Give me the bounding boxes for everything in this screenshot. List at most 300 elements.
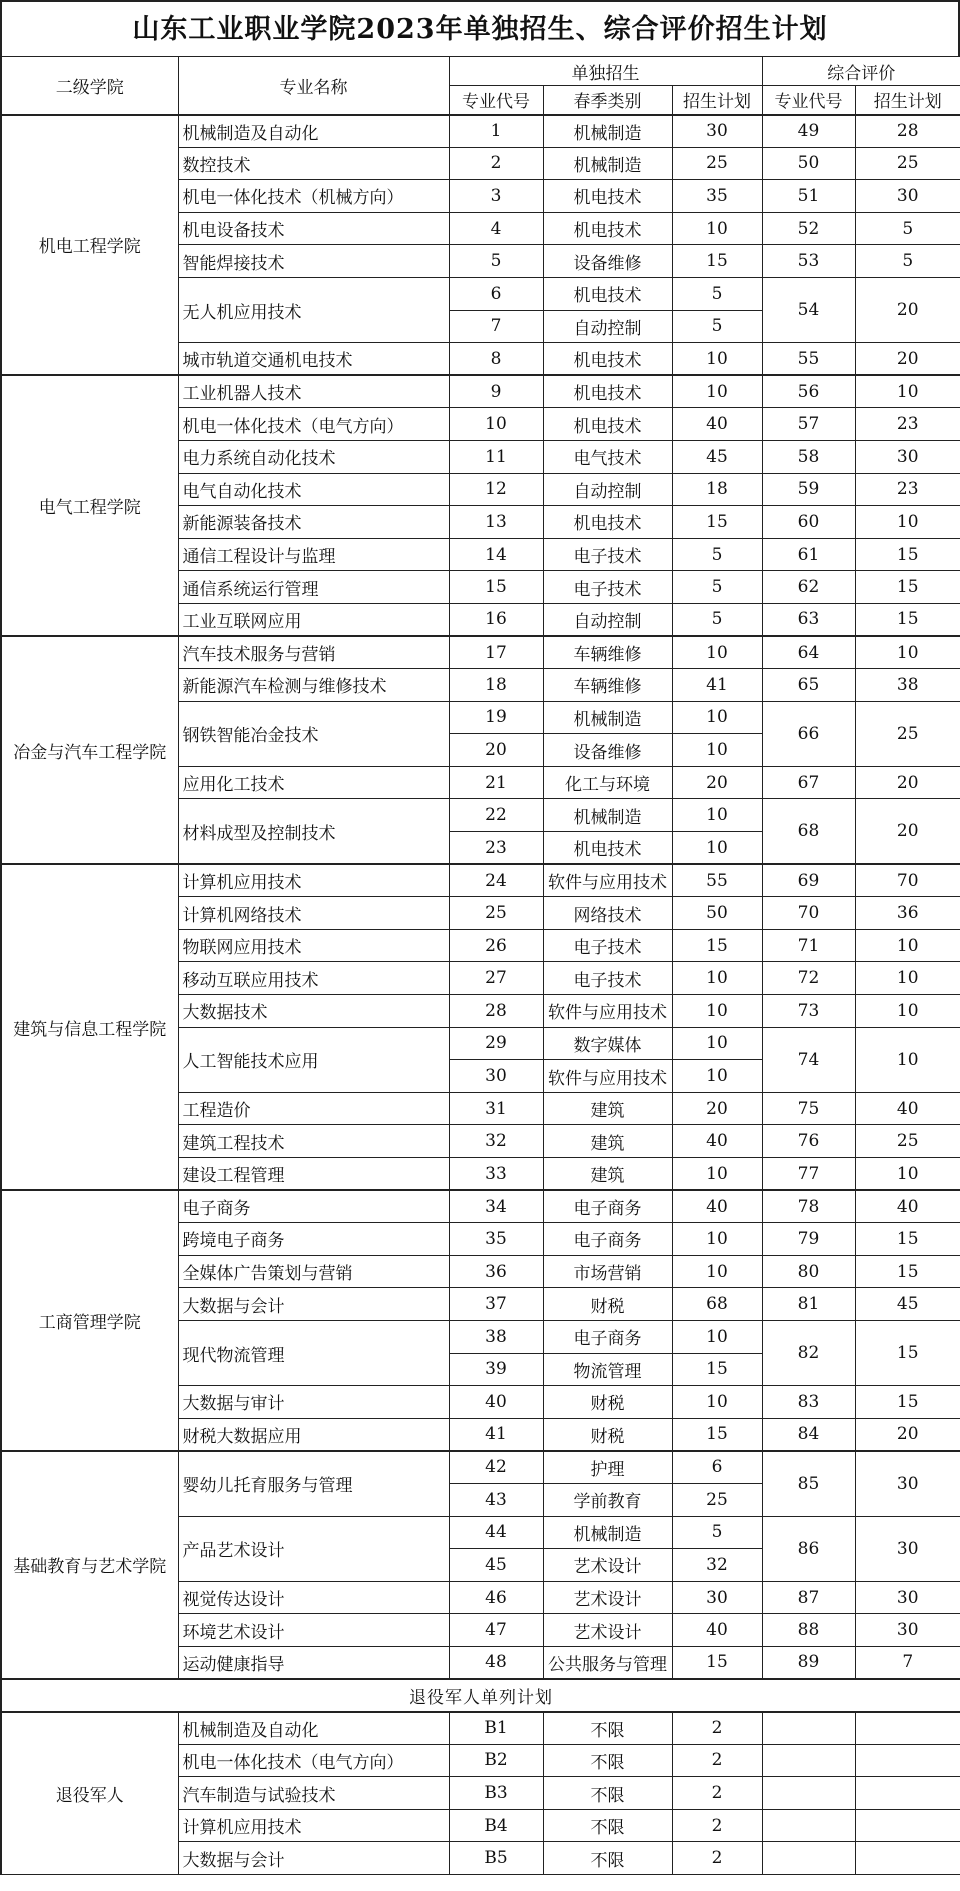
- single-plan-cell: 10: [672, 375, 762, 408]
- spring-category-cell: 艺术设计: [543, 1614, 672, 1647]
- single-code-cell: 37: [449, 1288, 543, 1321]
- single-plan-cell: 10: [672, 799, 762, 832]
- spring-category-cell: 数字媒体: [543, 1027, 672, 1060]
- comp-code-cell: 75: [762, 1092, 855, 1125]
- comp-code-cell: 53: [762, 245, 855, 278]
- spring-category-cell: 市场营销: [543, 1255, 672, 1288]
- single-code-cell: 41: [449, 1418, 543, 1451]
- empty-cell: [762, 1777, 855, 1810]
- major-name-cell: 大数据与审计: [178, 1386, 449, 1419]
- table-body: [1, 115, 960, 1875]
- single-code-cell: 30: [449, 1060, 543, 1093]
- single-code-cell: 48: [449, 1646, 543, 1679]
- single-code-cell: 36: [449, 1255, 543, 1288]
- major-name-cell: 电子商务: [178, 1190, 449, 1223]
- comp-plan-cell: 10: [855, 506, 960, 539]
- spring-category-cell: 不限: [543, 1744, 672, 1777]
- single-plan-cell: 2: [672, 1744, 762, 1777]
- empty-cell: [855, 1777, 960, 1810]
- enrollment-plan-table: [0, 56, 960, 1875]
- spring-category-cell: 电子商务: [543, 1223, 672, 1256]
- single-code-cell: 20: [449, 734, 543, 767]
- single-code-cell: 45: [449, 1549, 543, 1582]
- spring-category-cell: 电子商务: [543, 1190, 672, 1223]
- comp-plan-cell: 45: [855, 1288, 960, 1321]
- empty-cell: [855, 1842, 960, 1875]
- college-cell: 电气工程学院: [1, 375, 178, 636]
- spring-category-cell: 财税: [543, 1386, 672, 1419]
- major-name-cell: 机电设备技术: [178, 212, 449, 245]
- comp-plan-cell: 10: [855, 375, 960, 408]
- single-plan-cell: 15: [672, 1418, 762, 1451]
- comp-code-cell: 60: [762, 506, 855, 539]
- comp-plan-cell: 15: [855, 603, 960, 636]
- comp-plan-cell: 40: [855, 1092, 960, 1125]
- single-code-cell: 44: [449, 1516, 543, 1549]
- comp-plan-cell: 15: [855, 1320, 960, 1385]
- major-name-cell: 移动互联应用技术: [178, 962, 449, 995]
- single-code-cell: 9: [449, 375, 543, 408]
- single-plan-cell: 35: [672, 180, 762, 213]
- comp-plan-cell: 30: [855, 1451, 960, 1516]
- single-code-cell: 13: [449, 506, 543, 539]
- comp-plan-cell: 5: [855, 245, 960, 278]
- comp-code-cell: 59: [762, 473, 855, 506]
- comp-code-cell: 87: [762, 1581, 855, 1614]
- single-code-cell: 21: [449, 766, 543, 799]
- major-name-cell: 建设工程管理: [178, 1158, 449, 1191]
- single-plan-cell: 2: [672, 1777, 762, 1810]
- single-plan-cell: 10: [672, 1386, 762, 1419]
- major-name-cell: 机电一体化技术（电气方向）: [178, 1744, 449, 1777]
- major-name-cell: 汽车制造与试验技术: [178, 1777, 449, 1810]
- table-row: [1, 864, 960, 897]
- comp-code-cell: 73: [762, 995, 855, 1028]
- spring-category-cell: 电子技术: [543, 571, 672, 604]
- college-cell: 机电工程学院: [1, 115, 178, 376]
- spring-category-cell: 建筑: [543, 1158, 672, 1191]
- major-name-cell: 大数据技术: [178, 995, 449, 1028]
- single-plan-cell: 5: [672, 1516, 762, 1549]
- single-plan-cell: 5: [672, 277, 762, 310]
- spring-category-cell: 护理: [543, 1451, 672, 1484]
- comp-plan-cell: 15: [855, 571, 960, 604]
- comp-plan-cell: 10: [855, 929, 960, 962]
- major-name-cell: 大数据与会计: [178, 1288, 449, 1321]
- single-plan-cell: 10: [672, 636, 762, 669]
- spring-category-cell: 机电技术: [543, 277, 672, 310]
- single-code-cell: 31: [449, 1092, 543, 1125]
- spring-category-cell: 机电技术: [543, 375, 672, 408]
- table-row: [1, 1190, 960, 1223]
- comp-plan-cell: 10: [855, 1027, 960, 1092]
- comp-code-cell: 81: [762, 1288, 855, 1321]
- single-plan-cell: 15: [672, 245, 762, 278]
- single-plan-cell: 68: [672, 1288, 762, 1321]
- comp-code-cell: 79: [762, 1223, 855, 1256]
- spring-category-cell: 电子商务: [543, 1320, 672, 1353]
- comp-plan-cell: 30: [855, 1614, 960, 1647]
- single-code-cell: 7: [449, 310, 543, 343]
- single-code-cell: 29: [449, 1027, 543, 1060]
- comp-code-cell: 70: [762, 897, 855, 930]
- single-plan-cell: 10: [672, 962, 762, 995]
- comp-plan-cell: 10: [855, 636, 960, 669]
- single-code-cell: 5: [449, 245, 543, 278]
- single-plan-cell: 10: [672, 832, 762, 865]
- spring-category-cell: 自动控制: [543, 603, 672, 636]
- single-plan-cell: 20: [672, 766, 762, 799]
- comp-plan-cell: 25: [855, 701, 960, 766]
- single-code-cell: 26: [449, 929, 543, 962]
- single-plan-cell: 10: [672, 1060, 762, 1093]
- comp-plan-cell: 36: [855, 897, 960, 930]
- comp-plan-cell: 20: [855, 766, 960, 799]
- comp-plan-cell: 15: [855, 1255, 960, 1288]
- major-name-cell: 材料成型及控制技术: [178, 799, 449, 864]
- comp-code-cell: 56: [762, 375, 855, 408]
- comp-code-cell: 77: [762, 1158, 855, 1191]
- header-major: 专业名称: [178, 57, 449, 115]
- single-code-cell: 10: [449, 408, 543, 441]
- major-name-cell: 大数据与会计: [178, 1842, 449, 1875]
- comp-code-cell: 89: [762, 1646, 855, 1679]
- comp-code-cell: 58: [762, 440, 855, 473]
- comp-plan-cell: 20: [855, 1418, 960, 1451]
- single-code-cell: B5: [449, 1842, 543, 1875]
- single-plan-cell: 41: [672, 669, 762, 702]
- header-enrollment-plan: 招生计划: [672, 86, 762, 115]
- major-name-cell: 建筑工程技术: [178, 1125, 449, 1158]
- single-code-cell: 39: [449, 1353, 543, 1386]
- comp-plan-cell: 25: [855, 1125, 960, 1158]
- single-plan-cell: 15: [672, 1353, 762, 1386]
- comp-code-cell: 80: [762, 1255, 855, 1288]
- comp-plan-cell: 10: [855, 962, 960, 995]
- spring-category-cell: 机械制造: [543, 147, 672, 180]
- comp-code-cell: 71: [762, 929, 855, 962]
- comp-code-cell: 83: [762, 1386, 855, 1419]
- single-plan-cell: 40: [672, 1125, 762, 1158]
- comp-plan-cell: 20: [855, 277, 960, 342]
- single-plan-cell: 5: [672, 310, 762, 343]
- single-code-cell: 16: [449, 603, 543, 636]
- table-row: [1, 375, 960, 408]
- single-plan-cell: 6: [672, 1451, 762, 1484]
- spring-category-cell: 机械制造: [543, 115, 672, 148]
- single-plan-cell: 30: [672, 115, 762, 148]
- single-code-cell: 42: [449, 1451, 543, 1484]
- single-plan-cell: 10: [672, 1255, 762, 1288]
- single-plan-cell: 10: [672, 1158, 762, 1191]
- single-plan-cell: 2: [672, 1712, 762, 1745]
- single-plan-cell: 50: [672, 897, 762, 930]
- spring-category-cell: 电子技术: [543, 929, 672, 962]
- major-name-cell: 通信系统运行管理: [178, 571, 449, 604]
- spring-category-cell: 车辆维修: [543, 669, 672, 702]
- major-name-cell: 电力系统自动化技术: [178, 440, 449, 473]
- empty-cell: [762, 1712, 855, 1745]
- spring-category-cell: 建筑: [543, 1092, 672, 1125]
- comp-plan-cell: 38: [855, 669, 960, 702]
- comp-code-cell: 62: [762, 571, 855, 604]
- single-code-cell: 27: [449, 962, 543, 995]
- spring-category-cell: 机电技术: [543, 343, 672, 376]
- comp-code-cell: 72: [762, 962, 855, 995]
- comp-code-cell: 69: [762, 864, 855, 897]
- college-cell: 工商管理学院: [1, 1190, 178, 1451]
- header-major-code: 专业代号: [449, 86, 543, 115]
- comp-plan-cell: 23: [855, 473, 960, 506]
- empty-cell: [762, 1744, 855, 1777]
- single-code-cell: 15: [449, 571, 543, 604]
- table-row: [1, 1679, 960, 1712]
- major-name-cell: 新能源装备技术: [178, 506, 449, 539]
- major-name-cell: 新能源汽车检测与维修技术: [178, 669, 449, 702]
- empty-cell: [762, 1842, 855, 1875]
- single-code-cell: 32: [449, 1125, 543, 1158]
- comp-code-cell: 51: [762, 180, 855, 213]
- spring-category-cell: 机电技术: [543, 506, 672, 539]
- header-comp-major-code: 专业代号: [762, 86, 855, 115]
- table-row: [1, 636, 960, 669]
- table-header: [1, 57, 960, 115]
- comp-code-cell: 57: [762, 408, 855, 441]
- major-name-cell: 环境艺术设计: [178, 1614, 449, 1647]
- single-code-cell: 3: [449, 180, 543, 213]
- major-name-cell: 机电一体化技术（电气方向）: [178, 408, 449, 441]
- table-row: [1, 1451, 960, 1484]
- spring-category-cell: 电子技术: [543, 962, 672, 995]
- spring-category-cell: 艺术设计: [543, 1549, 672, 1582]
- spring-category-cell: 自动控制: [543, 310, 672, 343]
- header-college: 二级学院: [1, 57, 178, 115]
- single-plan-cell: 10: [672, 1027, 762, 1060]
- major-name-cell: 现代物流管理: [178, 1320, 449, 1385]
- single-code-cell: 2: [449, 147, 543, 180]
- single-plan-cell: 40: [672, 408, 762, 441]
- single-code-cell: 8: [449, 343, 543, 376]
- single-code-cell: 19: [449, 701, 543, 734]
- comp-plan-cell: 20: [855, 799, 960, 864]
- spring-category-cell: 机械制造: [543, 1516, 672, 1549]
- comp-plan-cell: 70: [855, 864, 960, 897]
- single-plan-cell: 30: [672, 1581, 762, 1614]
- single-code-cell: 33: [449, 1158, 543, 1191]
- single-plan-cell: 10: [672, 343, 762, 376]
- table-row: [1, 115, 960, 148]
- single-plan-cell: 18: [672, 473, 762, 506]
- major-name-cell: 物联网应用技术: [178, 929, 449, 962]
- single-plan-cell: 20: [672, 1092, 762, 1125]
- spring-category-cell: 不限: [543, 1777, 672, 1810]
- major-name-cell: 跨境电子商务: [178, 1223, 449, 1256]
- single-plan-cell: 10: [672, 995, 762, 1028]
- single-plan-cell: 5: [672, 603, 762, 636]
- single-plan-cell: 55: [672, 864, 762, 897]
- spring-category-cell: 财税: [543, 1418, 672, 1451]
- single-code-cell: 1: [449, 115, 543, 148]
- major-name-cell: 计算机网络技术: [178, 897, 449, 930]
- single-plan-cell: 10: [672, 212, 762, 245]
- comp-code-cell: 52: [762, 212, 855, 245]
- major-name-cell: 计算机应用技术: [178, 864, 449, 897]
- comp-plan-cell: 40: [855, 1190, 960, 1223]
- major-name-cell: 人工智能技术应用: [178, 1027, 449, 1092]
- spring-category-cell: 不限: [543, 1712, 672, 1745]
- comp-code-cell: 88: [762, 1614, 855, 1647]
- single-plan-cell: 2: [672, 1842, 762, 1875]
- spring-category-cell: 艺术设计: [543, 1581, 672, 1614]
- comp-plan-cell: 15: [855, 1223, 960, 1256]
- college-cell: 冶金与汽车工程学院: [1, 636, 178, 864]
- single-plan-cell: 2: [672, 1809, 762, 1842]
- single-plan-cell: 5: [672, 538, 762, 571]
- spring-category-cell: 公共服务与管理: [543, 1646, 672, 1679]
- single-plan-cell: 5: [672, 571, 762, 604]
- comp-plan-cell: 20: [855, 343, 960, 376]
- spring-category-cell: 机械制造: [543, 701, 672, 734]
- spring-category-cell: 自动控制: [543, 473, 672, 506]
- header-comp-enrollment-plan: 招生计划: [855, 86, 960, 115]
- spring-category-cell: 设备维修: [543, 245, 672, 278]
- header-spring-category: 春季类别: [543, 86, 672, 115]
- comp-code-cell: 76: [762, 1125, 855, 1158]
- comp-code-cell: 68: [762, 799, 855, 864]
- table-row: [1, 1712, 960, 1745]
- comp-plan-cell: 23: [855, 408, 960, 441]
- major-name-cell: 运动健康指导: [178, 1646, 449, 1679]
- major-name-cell: 工程造价: [178, 1092, 449, 1125]
- single-plan-cell: 45: [672, 440, 762, 473]
- major-name-cell: 婴幼儿托育服务与管理: [178, 1451, 449, 1516]
- major-name-cell: 钢铁智能冶金技术: [178, 701, 449, 766]
- single-code-cell: 28: [449, 995, 543, 1028]
- comp-code-cell: 78: [762, 1190, 855, 1223]
- header-single-enrollment: 单独招生: [449, 57, 762, 86]
- empty-cell: [762, 1809, 855, 1842]
- major-name-cell: 应用化工技术: [178, 766, 449, 799]
- college-cell: 退役军人: [1, 1712, 178, 1875]
- spring-category-cell: 车辆维修: [543, 636, 672, 669]
- comp-code-cell: 55: [762, 343, 855, 376]
- major-name-cell: 机械制造及自动化: [178, 115, 449, 148]
- single-code-cell: 24: [449, 864, 543, 897]
- comp-code-cell: 66: [762, 701, 855, 766]
- comp-plan-cell: 30: [855, 1516, 960, 1581]
- spring-category-cell: 机电技术: [543, 212, 672, 245]
- single-plan-cell: 10: [672, 1223, 762, 1256]
- spring-category-cell: 设备维修: [543, 734, 672, 767]
- single-code-cell: 46: [449, 1581, 543, 1614]
- empty-cell: [855, 1809, 960, 1842]
- comp-code-cell: 85: [762, 1451, 855, 1516]
- major-name-cell: 无人机应用技术: [178, 277, 449, 342]
- comp-plan-cell: 25: [855, 147, 960, 180]
- spring-category-cell: 财税: [543, 1288, 672, 1321]
- spring-category-cell: 软件与应用技术: [543, 1060, 672, 1093]
- single-code-cell: 14: [449, 538, 543, 571]
- major-name-cell: 视觉传达设计: [178, 1581, 449, 1614]
- college-cell: 基础教育与艺术学院: [1, 1451, 178, 1679]
- comp-code-cell: 84: [762, 1418, 855, 1451]
- major-name-cell: 数控技术: [178, 147, 449, 180]
- single-plan-cell: 10: [672, 1320, 762, 1353]
- major-name-cell: 工业互联网应用: [178, 603, 449, 636]
- single-plan-cell: 15: [672, 506, 762, 539]
- spring-category-cell: 机电技术: [543, 180, 672, 213]
- single-code-cell: 11: [449, 440, 543, 473]
- empty-cell: [855, 1744, 960, 1777]
- comp-code-cell: 50: [762, 147, 855, 180]
- comp-plan-cell: 28: [855, 115, 960, 148]
- single-code-cell: 38: [449, 1320, 543, 1353]
- comp-code-cell: 82: [762, 1320, 855, 1385]
- single-code-cell: 43: [449, 1483, 543, 1516]
- comp-code-cell: 86: [762, 1516, 855, 1581]
- comp-plan-cell: 7: [855, 1646, 960, 1679]
- major-name-cell: 智能焊接技术: [178, 245, 449, 278]
- comp-code-cell: 65: [762, 669, 855, 702]
- comp-code-cell: 64: [762, 636, 855, 669]
- major-name-cell: 工业机器人技术: [178, 375, 449, 408]
- comp-code-cell: 61: [762, 538, 855, 571]
- spring-category-cell: 软件与应用技术: [543, 995, 672, 1028]
- single-code-cell: B3: [449, 1777, 543, 1810]
- comp-plan-cell: 30: [855, 440, 960, 473]
- single-plan-cell: 15: [672, 1646, 762, 1679]
- single-code-cell: 47: [449, 1614, 543, 1647]
- comp-code-cell: 63: [762, 603, 855, 636]
- major-name-cell: 全媒体广告策划与营销: [178, 1255, 449, 1288]
- comp-code-cell: 49: [762, 115, 855, 148]
- spring-category-cell: 软件与应用技术: [543, 864, 672, 897]
- single-code-cell: 23: [449, 832, 543, 865]
- single-plan-cell: 25: [672, 1483, 762, 1516]
- spring-category-cell: 化工与环境: [543, 766, 672, 799]
- comp-plan-cell: 30: [855, 1581, 960, 1614]
- single-code-cell: 34: [449, 1190, 543, 1223]
- spring-category-cell: 学前教育: [543, 1483, 672, 1516]
- major-name-cell: 财税大数据应用: [178, 1418, 449, 1451]
- spring-category-cell: 不限: [543, 1809, 672, 1842]
- major-name-cell: 汽车技术服务与营销: [178, 636, 449, 669]
- page-title: 山东工业职业学院2023年单独招生、综合评价招生计划: [0, 0, 960, 56]
- single-plan-cell: 25: [672, 147, 762, 180]
- spring-category-cell: 机械制造: [543, 799, 672, 832]
- single-plan-cell: 32: [672, 1549, 762, 1582]
- major-name-cell: 机械制造及自动化: [178, 1712, 449, 1745]
- spring-category-cell: 建筑: [543, 1125, 672, 1158]
- college-cell: 建筑与信息工程学院: [1, 864, 178, 1190]
- spring-category-cell: 机电技术: [543, 832, 672, 865]
- header-comprehensive-evaluation: 综合评价: [762, 57, 960, 86]
- single-code-cell: 40: [449, 1386, 543, 1419]
- single-code-cell: 18: [449, 669, 543, 702]
- comp-plan-cell: 30: [855, 180, 960, 213]
- single-plan-cell: 10: [672, 701, 762, 734]
- major-name-cell: 产品艺术设计: [178, 1516, 449, 1581]
- major-name-cell: 计算机应用技术: [178, 1809, 449, 1842]
- single-plan-cell: 40: [672, 1614, 762, 1647]
- single-code-cell: 25: [449, 897, 543, 930]
- major-name-cell: 通信工程设计与监理: [178, 538, 449, 571]
- empty-cell: [855, 1712, 960, 1745]
- major-name-cell: 城市轨道交通机电技术: [178, 343, 449, 376]
- comp-plan-cell: 15: [855, 538, 960, 571]
- single-code-cell: 17: [449, 636, 543, 669]
- spring-category-cell: 机电技术: [543, 408, 672, 441]
